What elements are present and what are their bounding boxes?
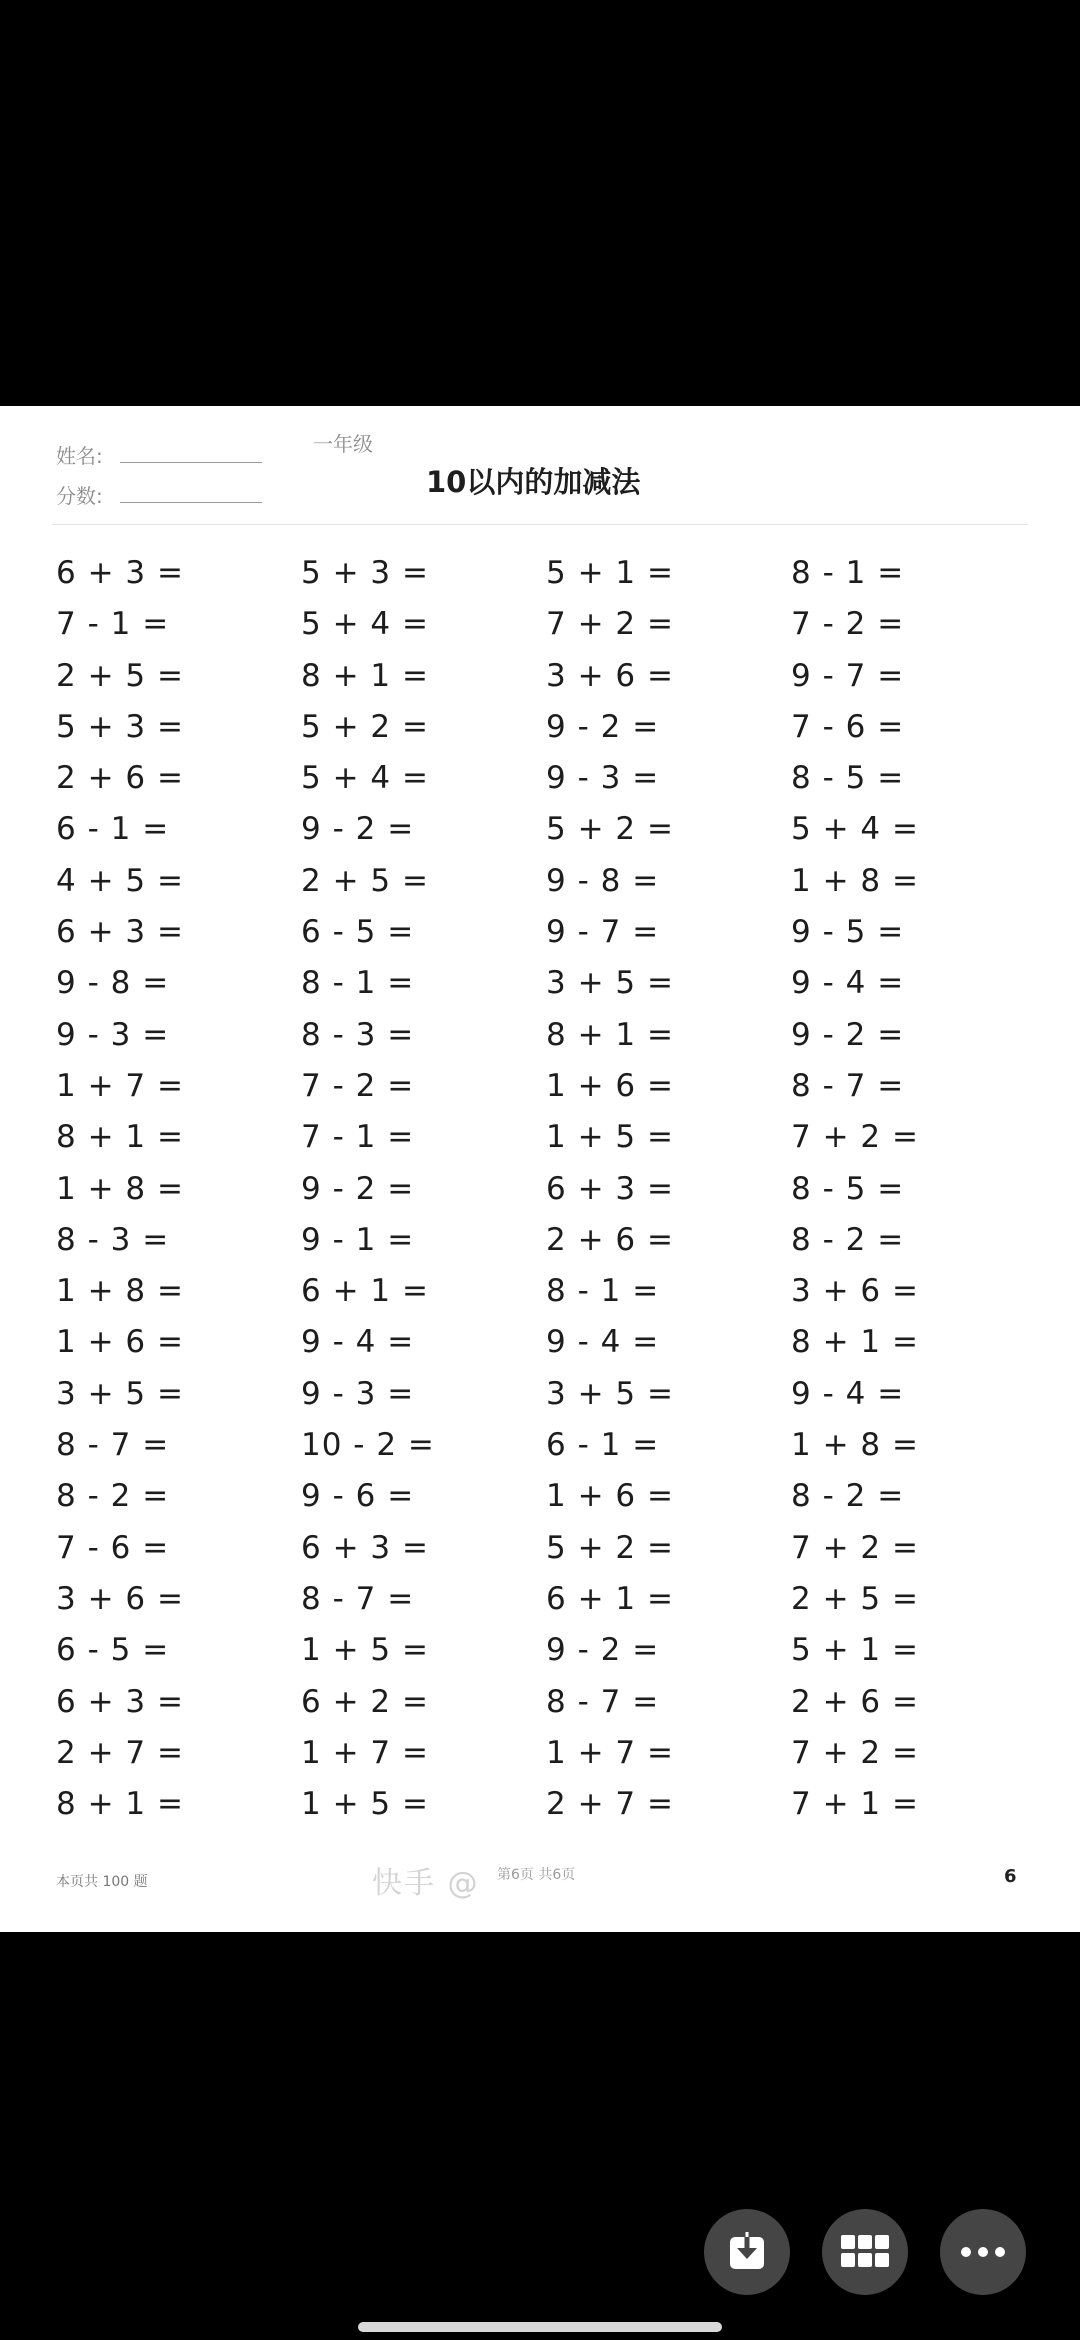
math-problem: 8 - 1 =: [546, 1273, 660, 1310]
math-problem: 8 - 2 =: [791, 1478, 905, 1515]
math-problem: 7 - 2 =: [301, 1067, 415, 1104]
math-problem: 1 + 8 =: [56, 1170, 184, 1207]
math-problem: 9 - 7 =: [546, 914, 660, 951]
grid-view-button[interactable]: [822, 2209, 908, 2295]
math-problem: 3 + 6 =: [546, 657, 674, 694]
math-problem: 1 + 5 =: [301, 1632, 429, 1669]
math-problem: 9 - 2 =: [301, 811, 415, 848]
math-problem: 8 + 1 =: [56, 1119, 184, 1156]
math-problem: 4 + 5 =: [56, 862, 184, 899]
name-label: 姓名:: [56, 444, 103, 468]
more-button[interactable]: [940, 2209, 1026, 2295]
math-problem: 2 + 5 =: [301, 862, 429, 899]
math-problem: 9 - 4 =: [791, 1375, 905, 1412]
math-problem: 6 + 3 =: [56, 914, 184, 951]
math-problem: 6 - 5 =: [56, 1632, 170, 1669]
math-problem: 6 + 3 =: [301, 1529, 429, 1566]
download-icon: [724, 2229, 770, 2275]
math-problem: 9 - 4 =: [301, 1324, 415, 1361]
math-problem: 8 + 1 =: [791, 1324, 919, 1361]
math-problem: 10 - 2 =: [301, 1427, 435, 1464]
math-problem: 7 + 2 =: [791, 1529, 919, 1566]
math-problem: 9 - 1 =: [301, 1221, 415, 1258]
math-problem: 6 + 3 =: [546, 1170, 674, 1207]
math-problem: 8 + 1 =: [56, 1786, 184, 1823]
math-problem: 8 - 7 =: [791, 1067, 905, 1104]
watermark: 快手 @: [372, 1866, 480, 1901]
math-problem: 1 + 6 =: [56, 1324, 184, 1361]
math-problem: 7 - 1 =: [56, 606, 170, 643]
math-problem: 8 - 1 =: [791, 555, 905, 591]
download-button[interactable]: [704, 2209, 790, 2295]
math-problem: 7 + 2 =: [791, 1119, 919, 1156]
math-problem: 9 - 3 =: [56, 1016, 170, 1053]
watermark-page-info: 第6页 共6页: [497, 1867, 576, 1883]
math-problem: 3 + 6 =: [56, 1580, 184, 1617]
math-problem: 1 + 7 =: [56, 1067, 184, 1104]
math-problem: 6 + 3 =: [56, 1683, 184, 1720]
math-problem: 1 + 7 =: [301, 1734, 429, 1771]
math-problem: 8 + 1 =: [546, 1016, 674, 1053]
math-problem: 6 + 2 =: [301, 1683, 429, 1720]
math-problem: 1 + 7 =: [546, 1734, 674, 1771]
math-problem: 5 + 4 =: [301, 606, 429, 643]
problem-grid: [56, 548, 1036, 1830]
math-problem: 3 + 5 =: [546, 965, 674, 1002]
math-problem: 8 - 7 =: [301, 1580, 415, 1617]
math-problem: 5 + 4 =: [301, 760, 429, 797]
home-indicator[interactable]: [358, 2322, 722, 2332]
math-problem: 3 + 5 =: [546, 1375, 674, 1412]
math-problem: 9 - 7 =: [791, 657, 905, 694]
math-problem: 2 + 6 =: [791, 1683, 919, 1720]
math-problem: 5 + 2 =: [546, 1529, 674, 1566]
math-problem: 6 - 1 =: [546, 1427, 660, 1464]
math-problem: 5 + 4 =: [791, 811, 919, 848]
math-problem: 7 - 6 =: [791, 708, 905, 745]
math-problem: 8 - 7 =: [56, 1427, 170, 1464]
math-problem: 9 - 2 =: [546, 708, 660, 745]
math-problem: 9 - 8 =: [546, 862, 660, 899]
math-problem: 2 + 5 =: [791, 1580, 919, 1617]
math-problem: 2 + 7 =: [546, 1786, 674, 1823]
math-problem: 2 + 6 =: [546, 1221, 674, 1258]
math-problem: 6 + 1 =: [546, 1580, 674, 1617]
math-problem: 9 - 5 =: [791, 914, 905, 951]
math-problem: 5 + 3 =: [56, 708, 184, 745]
footer-count: 本页共 100 题: [56, 1874, 148, 1890]
math-problem: 1 + 5 =: [546, 1119, 674, 1156]
worksheet-title: 10以内的加减法: [426, 465, 641, 499]
math-problem: 9 - 2 =: [546, 1632, 660, 1669]
math-problem: 7 - 2 =: [791, 606, 905, 643]
math-problem: 9 - 3 =: [301, 1375, 415, 1412]
math-problem: 5 + 2 =: [301, 708, 429, 745]
math-problem: 8 - 7 =: [546, 1683, 660, 1720]
math-problem: 1 + 8 =: [791, 1427, 919, 1464]
math-problem: 1 + 6 =: [546, 1067, 674, 1104]
math-problem: 2 + 6 =: [56, 760, 184, 797]
math-problem: 1 + 5 =: [301, 1786, 429, 1823]
math-problem: 7 + 2 =: [791, 1734, 919, 1771]
math-problem: 8 - 5 =: [791, 760, 905, 797]
math-problem: 7 - 6 =: [56, 1529, 170, 1566]
math-problem: 3 + 6 =: [791, 1273, 919, 1310]
math-problem: 6 - 5 =: [301, 914, 415, 951]
grid-icon: [841, 2235, 889, 2269]
math-problem: 5 + 2 =: [546, 811, 674, 848]
worksheet-image[interactable]: [0, 406, 1080, 1932]
math-problem: 5 + 1 =: [546, 555, 674, 591]
grade-label: 一年级: [313, 432, 373, 456]
math-problem: 9 - 2 =: [791, 1016, 905, 1053]
math-problem: 9 - 8 =: [56, 965, 170, 1002]
score-blank-line: [120, 502, 262, 503]
math-problem: 1 + 8 =: [791, 862, 919, 899]
math-problem: 8 - 5 =: [791, 1170, 905, 1207]
math-problem: 8 - 1 =: [301, 965, 415, 1002]
math-problem: 9 - 4 =: [791, 965, 905, 1002]
math-problem: 9 - 3 =: [546, 760, 660, 797]
math-problem: 6 - 1 =: [56, 811, 170, 848]
math-problem: 7 + 2 =: [546, 606, 674, 643]
math-problem: 9 - 6 =: [301, 1478, 415, 1515]
math-problem: 8 - 3 =: [56, 1221, 170, 1258]
math-problem: 8 - 3 =: [301, 1016, 415, 1053]
math-problem: 3 + 5 =: [56, 1375, 184, 1412]
math-problem: 6 + 3 =: [56, 555, 184, 591]
score-label: 分数:: [56, 484, 103, 508]
math-problem: 2 + 7 =: [56, 1734, 184, 1771]
math-problem: 1 + 8 =: [56, 1273, 184, 1310]
math-problem: 9 - 4 =: [546, 1324, 660, 1361]
math-problem: 8 - 2 =: [56, 1478, 170, 1515]
math-problem: 1 + 6 =: [546, 1478, 674, 1515]
header-divider: [52, 524, 1028, 525]
math-problem: 8 - 2 =: [791, 1221, 905, 1258]
math-problem: 7 + 1 =: [791, 1786, 919, 1823]
math-problem: 7 - 1 =: [301, 1119, 415, 1156]
math-problem: 6 + 1 =: [301, 1273, 429, 1310]
math-problem: 5 + 3 =: [301, 555, 429, 591]
math-problem: 2 + 5 =: [56, 657, 184, 694]
more-icon: [960, 2246, 1006, 2258]
math-problem: 8 + 1 =: [301, 657, 429, 694]
page-number: 6: [1004, 1866, 1017, 1887]
math-problem: 9 - 2 =: [301, 1170, 415, 1207]
name-blank-line: [120, 462, 262, 463]
math-problem: 5 + 1 =: [791, 1632, 919, 1669]
